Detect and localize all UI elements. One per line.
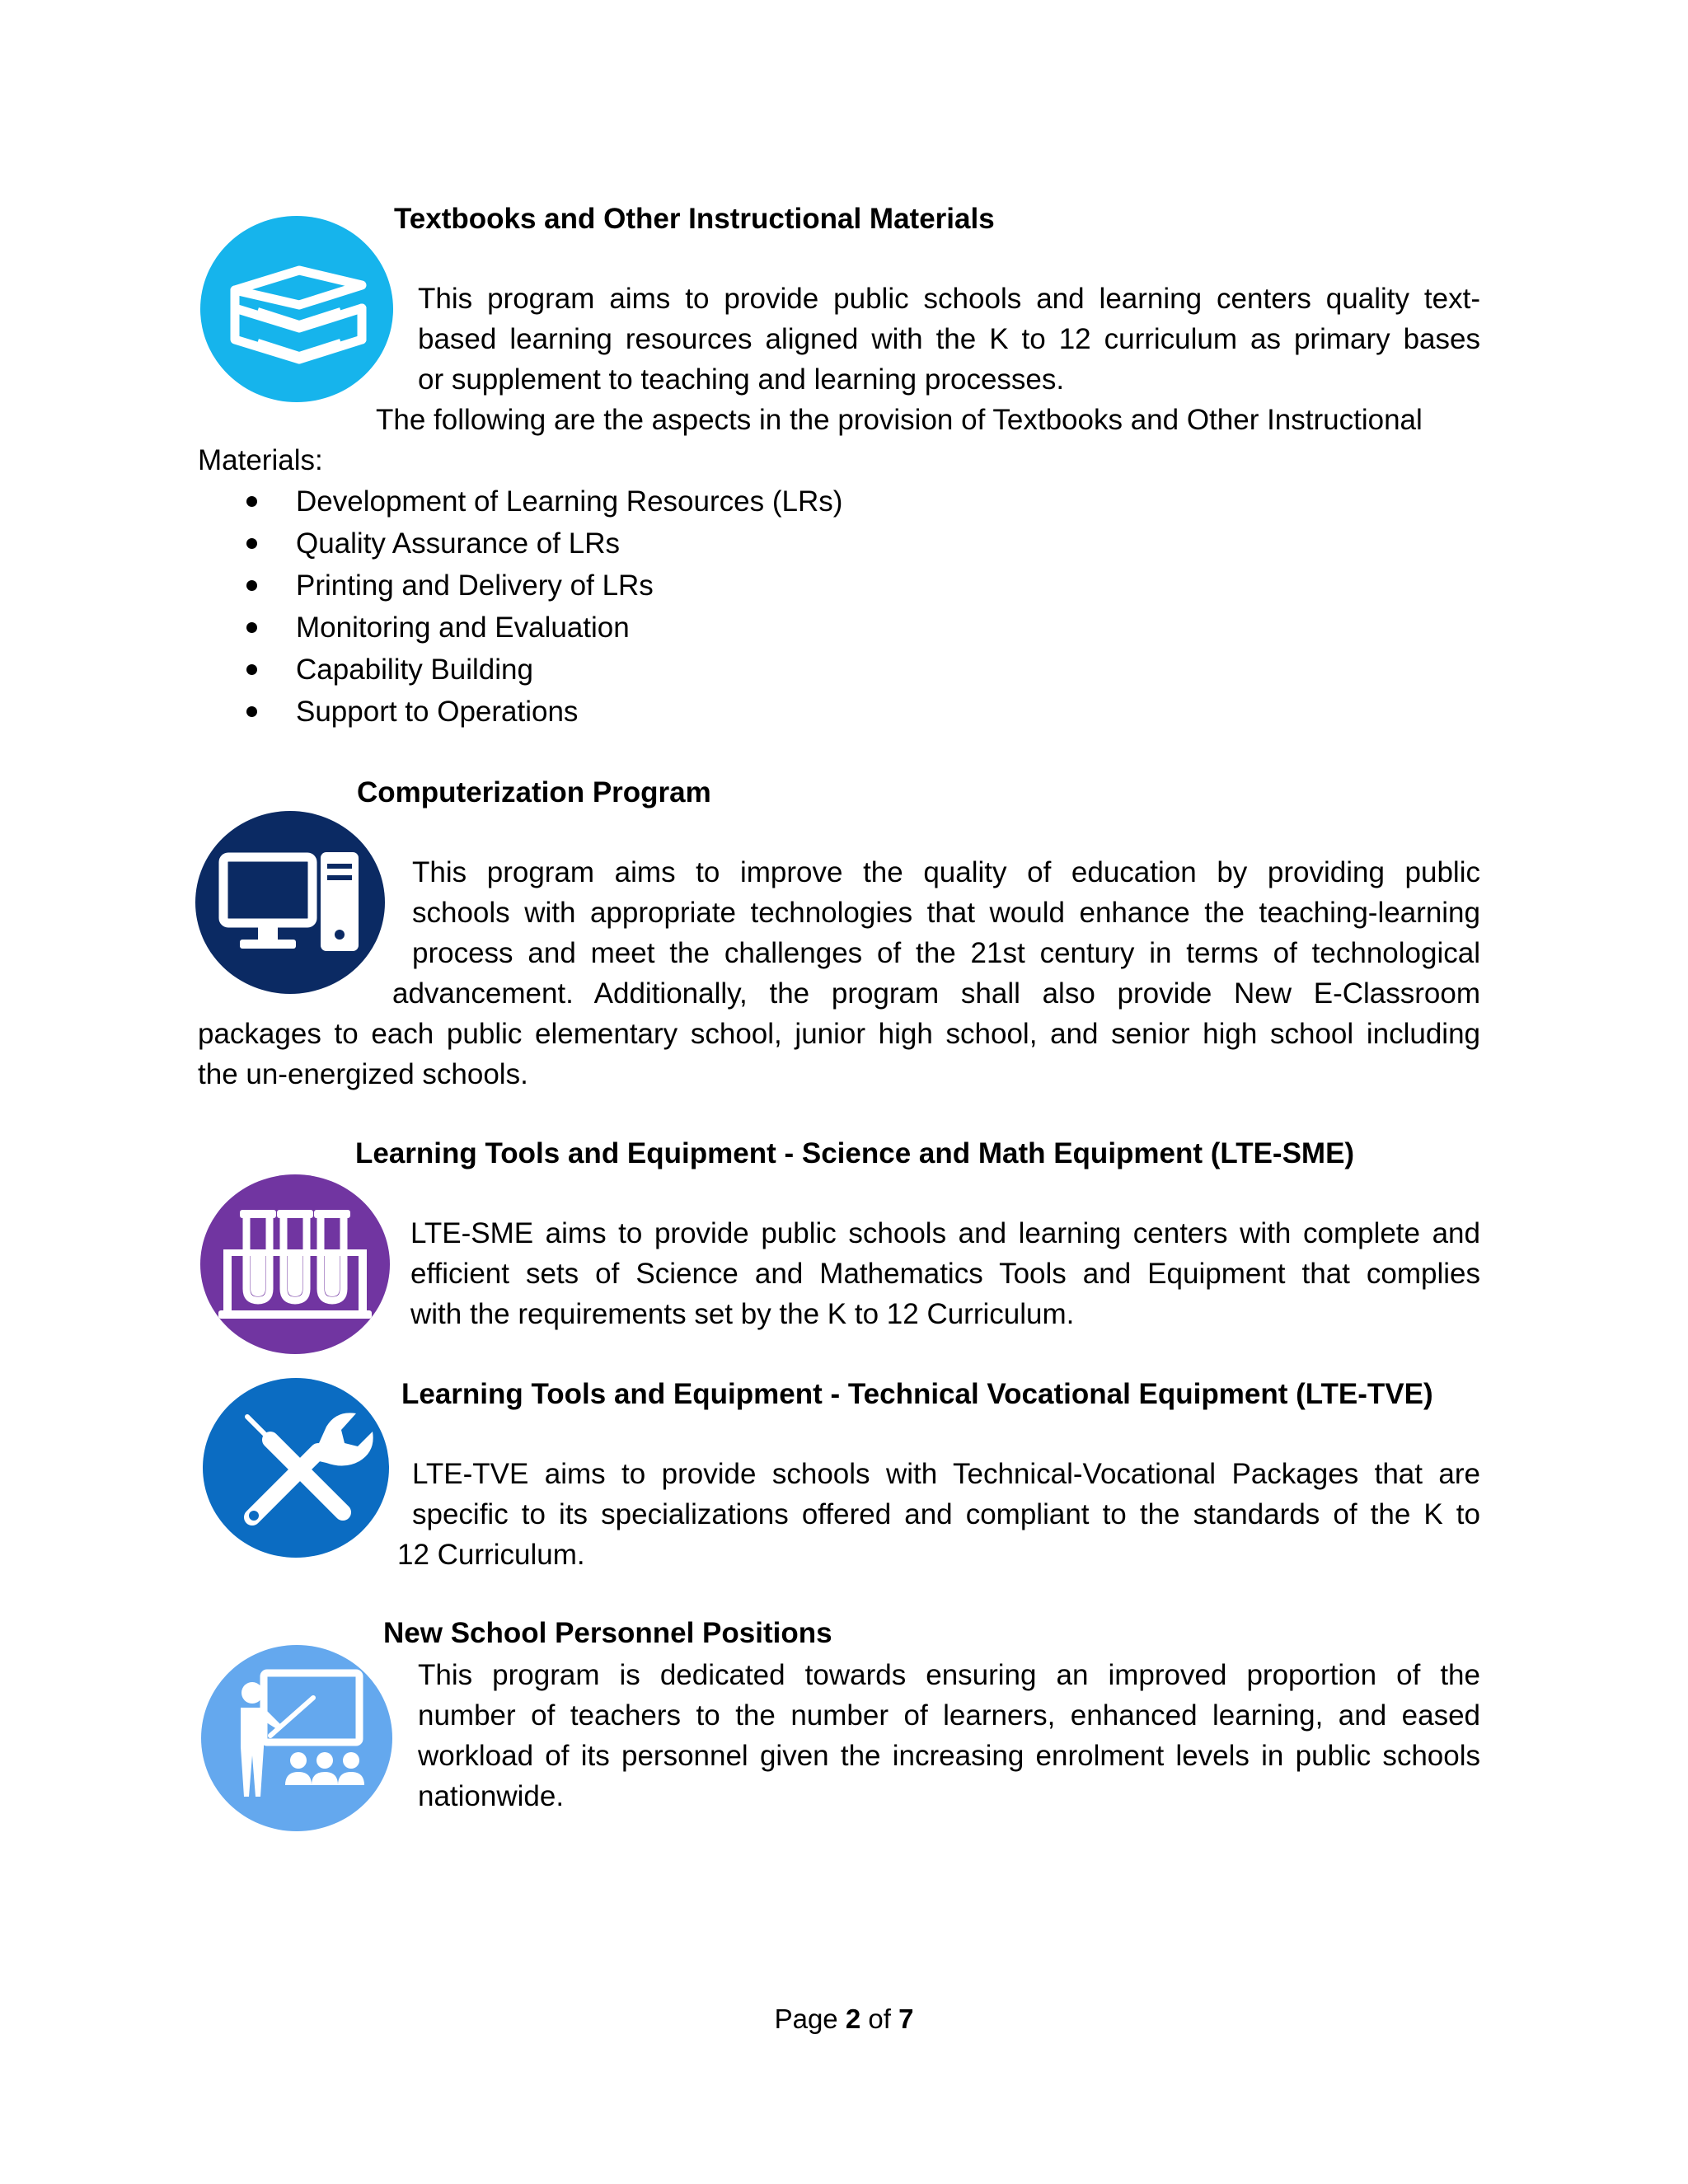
list-item-text: Monitoring and Evaluation [296,612,630,644]
text-line: LTE-TVE aims to provide schools with Technical-Vocational Packages that are [412,1458,1480,1490]
text-line: LTE-SME aims to provide public schools and learning centers with complete and [410,1217,1480,1249]
list-item [199,523,842,565]
current-page-number: 2 [845,2004,861,2034]
list-item-text: Development of Learning Resources (LRs) [296,485,843,518]
lte-sme-description [410,1213,1480,1334]
text-line: packages to each public elementary school, junior high school, and senior high school including [198,1018,1480,1050]
text-line: process and meet the challenges of the 21st century in terms of technological [412,937,1480,969]
text-line: with the requirements set by the K to 12 Curriculum. [410,1298,1075,1330]
bullet-icon [246,664,257,675]
lte-tve-description-tail [397,1535,1480,1575]
text-line: number of teachers to the number of learners, enhanced learning, and eased [418,1699,1480,1732]
personnel-description [418,1655,1480,1816]
text-line: The following are the aspects in the provision of Textbooks and Other Instructional [376,404,1423,436]
list-item [199,480,842,523]
teacher-icon [201,1645,392,1831]
section-heading-lte-sme: Learning Tools and Equipment - Science and Math Equipment (LTE-SME) [355,1137,1355,1169]
list-item-text: Printing and Delivery of LRs [296,569,654,602]
text-line: or supplement to teaching and learning processes. [418,363,1065,396]
bullet-icon [246,580,257,591]
section-heading-lte-tve: Learning Tools and Equipment - Technical Vocational Equipment (LTE-TVE) [401,1378,1433,1410]
aspects-list [199,480,842,733]
section-heading-computerization: Computerization Program [357,776,711,808]
section-heading-personnel: New School Personnel Positions [383,1617,832,1649]
computerization-description-indented [412,852,1480,973]
bullet-icon [246,706,257,717]
text-line: This program is dedicated towards ensuring an improved proportion of the [418,1659,1480,1691]
total-page-count: 7 [898,2004,914,2034]
text-line: This program aims to improve the quality of education by providing public [412,856,1480,888]
bullet-icon [246,496,257,507]
tools-icon [203,1377,389,1558]
textbooks-description [418,279,1480,400]
text-line: nationwide. [418,1780,565,1812]
text-line: based learning resources aligned with the K to 12 curriculum as primary bases [418,323,1480,355]
test-tubes-icon [200,1174,390,1354]
text-line: Materials: [198,444,323,476]
footer-prefix: Page [774,2004,838,2034]
text-line: efficient sets of Science and Mathematics Tools and Equipment that complies [410,1258,1480,1290]
text-line: specific to its specializations offered and compliant to the standards of the K to [412,1498,1480,1530]
footer-of: of [868,2004,891,2034]
computerization-description [198,973,1480,1094]
list-item-text: Capability Building [296,654,533,686]
bullet-icon [246,538,257,549]
list-item [199,565,842,607]
books-icon [200,216,393,402]
page-number-footer [0,2003,1688,2036]
text-line: This program aims to provide public schools and learning centers quality text- [418,283,1480,315]
text-line: 12 Curriculum. [397,1539,585,1571]
textbooks-aspects-intro [198,400,1480,480]
text-line: schools with appropriate technologies that would enhance the teaching-learning [412,897,1480,929]
text-line: workload of its personnel given the increasing enrolment levels in public schools [418,1740,1480,1772]
section-heading-textbooks: Textbooks and Other Instructional Materials [394,203,995,235]
list-item-text: Quality Assurance of LRs [296,527,620,560]
list-item [199,649,842,691]
computer-icon [195,811,385,994]
text-line: advancement. Additionally, the program shall also provide New E-Classroom [392,977,1480,1010]
list-item [199,607,842,649]
text-line: the un-energized schools. [198,1058,528,1090]
list-item-text: Support to Operations [296,696,579,728]
lte-tve-description-indented [412,1454,1480,1535]
bullet-icon [246,622,257,633]
list-item [199,691,842,733]
